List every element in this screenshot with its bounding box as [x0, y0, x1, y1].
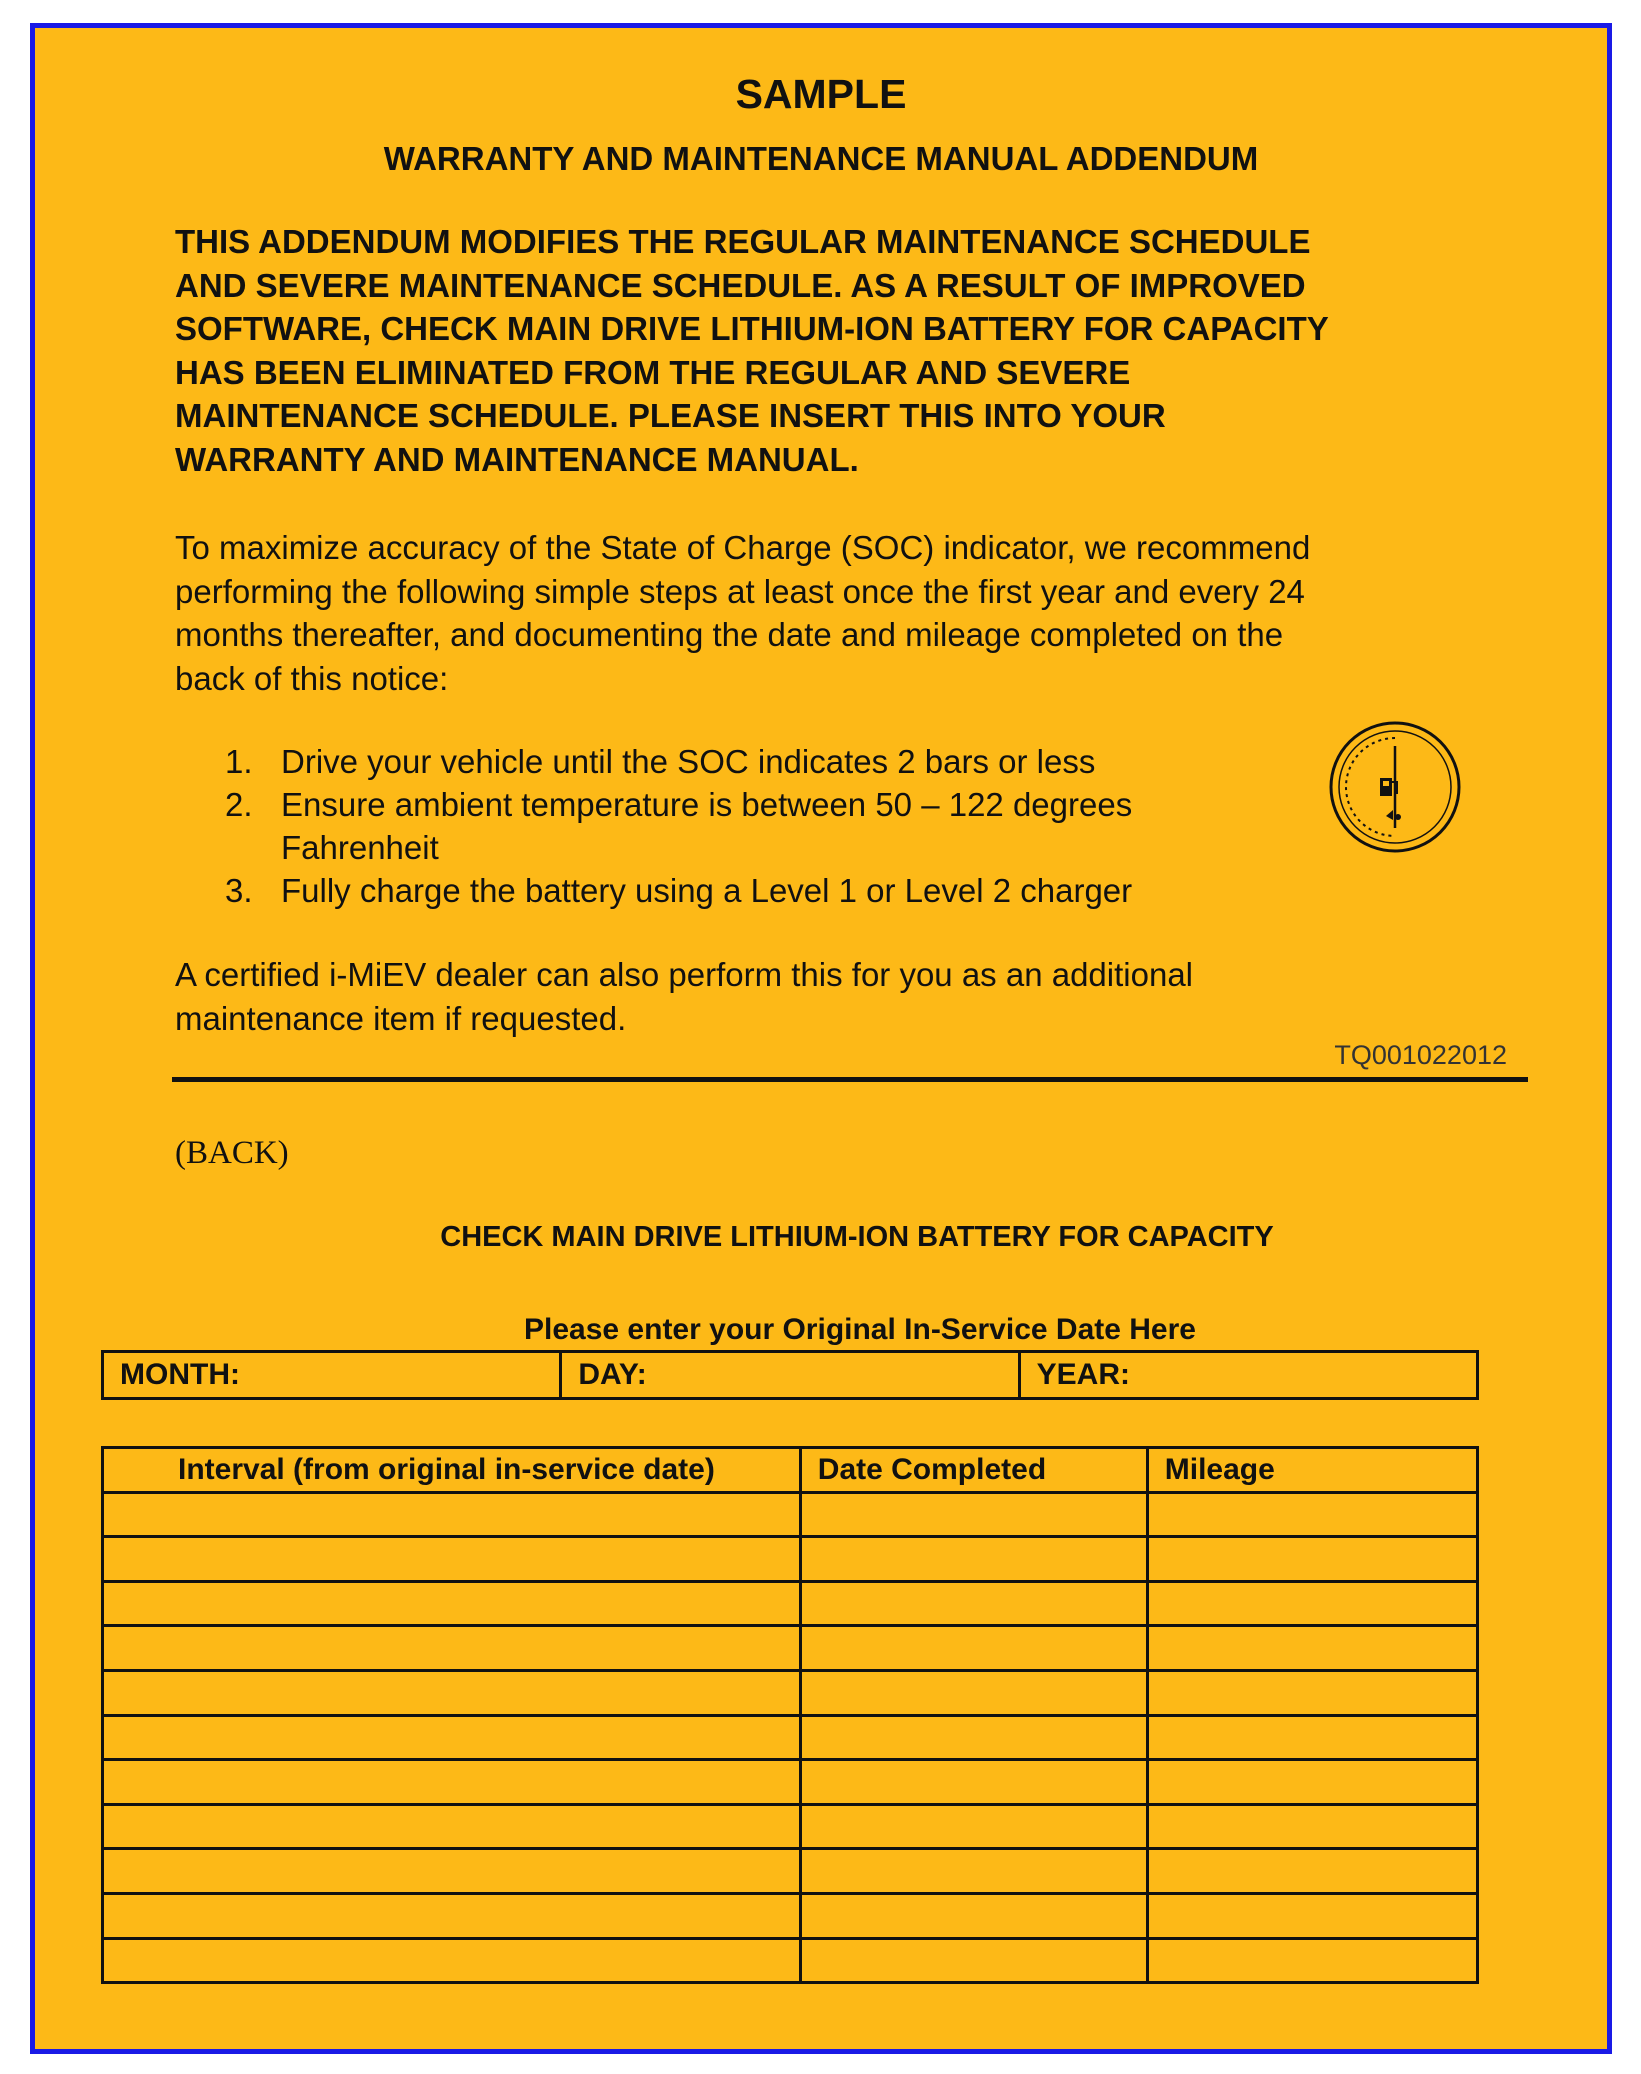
date-completed-cell[interactable]: [800, 1581, 1147, 1626]
intro-line: months thereafter, and documenting the date and mileage completed on the: [175, 616, 1284, 653]
date-completed-cell[interactable]: [800, 1626, 1147, 1671]
maintenance-log-table: [101, 1446, 1479, 1984]
mileage-cell[interactable]: [1147, 1492, 1477, 1537]
mileage-cell[interactable]: [1147, 1537, 1477, 1582]
sample-title: SAMPLE: [735, 71, 907, 117]
table-row: [103, 1537, 1478, 1582]
date-completed-cell[interactable]: [800, 1670, 1147, 1715]
mileage-cell[interactable]: [1147, 1670, 1477, 1715]
interval-cell[interactable]: [103, 1849, 801, 1894]
table-row: [103, 1849, 1478, 1894]
intro-line: back of this notice:: [175, 659, 449, 697]
table-row: [103, 1760, 1478, 1805]
soc-intro-paragraph: [175, 526, 1545, 700]
date-completed-cell[interactable]: [800, 1804, 1147, 1849]
table-row: [103, 1715, 1478, 1760]
step-number: 2.: [225, 786, 253, 823]
interval-cell[interactable]: [103, 1938, 801, 1983]
date-completed-cell[interactable]: [800, 1715, 1147, 1760]
table-row: [103, 1581, 1478, 1626]
section-divider: [172, 1077, 1528, 1082]
dealer-line: A certified i-MiEV dealer can also perform this for you as an additional: [175, 956, 1194, 993]
mileage-cell[interactable]: [1147, 1760, 1477, 1805]
date-completed-cell[interactable]: [800, 1893, 1147, 1938]
mileage-cell[interactable]: [1147, 1849, 1477, 1894]
steps-list: [225, 740, 1345, 912]
addendum-notice: [175, 220, 1545, 481]
document-code: TQ001022012: [1334, 1040, 1507, 1070]
in-service-date-table: [101, 1350, 1479, 1400]
notice-line: THIS ADDENDUM MODIFIES THE REGULAR MAINTENANCE SCHEDULE: [175, 223, 1311, 260]
step-text: [281, 869, 1132, 912]
step-item: [225, 740, 1345, 783]
step-item: [225, 783, 1345, 869]
step-line: Drive your vehicle until the SOC indicates 2 bars or less: [281, 743, 1096, 780]
mileage-cell[interactable]: [1147, 1804, 1477, 1849]
interval-cell[interactable]: [103, 1581, 801, 1626]
interval-cell[interactable]: [103, 1492, 801, 1537]
intro-line: performing the following simple steps at least once the first year and every 24: [175, 572, 1305, 610]
step-item: [225, 869, 1345, 912]
battery-check-title: CHECK MAIN DRIVE LITHIUM-ION BATTERY FOR CAPACITY: [440, 1221, 1274, 1253]
back-label: (BACK): [175, 1135, 289, 1171]
in-service-date-title: Please enter your Original In-Service Date Here: [524, 1313, 1196, 1346]
step-number: 3.: [225, 872, 253, 909]
step-line: Ensure ambient temperature is between 50 – 122 degrees: [281, 786, 1133, 823]
dealer-line: maintenance item if requested.: [175, 999, 627, 1037]
notice-line: SOFTWARE, CHECK MAIN DRIVE LITHIUM-ION BATTERY FOR CAPACITY: [175, 310, 1329, 347]
notice-line: MAINTENANCE SCHEDULE. PLEASE INSERT THIS INTO YOUR: [175, 397, 1166, 434]
date-completed-cell[interactable]: [800, 1537, 1147, 1582]
soc-gauge-icon: [1328, 720, 1462, 854]
interval-cell[interactable]: [103, 1537, 801, 1582]
notice-line: HAS BEEN ELIMINATED FROM THE REGULAR AND SEVERE: [175, 353, 1131, 391]
mileage-cell[interactable]: [1147, 1715, 1477, 1760]
mileage-column-header: Mileage: [1147, 1448, 1477, 1493]
date-completed-cell[interactable]: [800, 1938, 1147, 1983]
notice-line: WARRANTY AND MAINTENANCE MANUAL.: [175, 440, 859, 478]
interval-cell[interactable]: [103, 1626, 801, 1671]
interval-cell[interactable]: [103, 1893, 801, 1938]
step-number: 1.: [225, 743, 253, 780]
table-row: [103, 1626, 1478, 1671]
table-row: [103, 1492, 1478, 1537]
addendum-subtitle: WARRANTY AND MAINTENANCE MANUAL ADDENDUM: [383, 140, 1259, 177]
interval-column-header: Interval (from original in-service date): [103, 1448, 801, 1493]
log-body: [103, 1492, 1478, 1983]
interval-cell[interactable]: [103, 1670, 801, 1715]
year-field[interactable]: YEAR:: [1019, 1352, 1477, 1399]
mileage-cell[interactable]: [1147, 1626, 1477, 1671]
table-row: [103, 1670, 1478, 1715]
table-row: [103, 1938, 1478, 1983]
step-line: Fahrenheit: [281, 829, 439, 866]
step-text: [281, 783, 1132, 869]
date-completed-cell[interactable]: [800, 1492, 1147, 1537]
date-completed-cell[interactable]: [800, 1760, 1147, 1805]
mileage-cell[interactable]: [1147, 1938, 1477, 1983]
step-text: [281, 740, 1095, 783]
table-row: [103, 1893, 1478, 1938]
date-completed-column-header: Date Completed: [800, 1448, 1147, 1493]
interval-cell[interactable]: [103, 1715, 801, 1760]
day-field[interactable]: DAY:: [561, 1352, 1019, 1399]
intro-line: To maximize accuracy of the State of Charge (SOC) indicator, we recommend: [175, 529, 1311, 566]
addendum-sheet: [30, 23, 1612, 2054]
date-completed-cell[interactable]: [800, 1849, 1147, 1894]
mileage-cell[interactable]: [1147, 1581, 1477, 1626]
month-field[interactable]: MONTH:: [103, 1352, 561, 1399]
notice-line: AND SEVERE MAINTENANCE SCHEDULE. AS A RESULT OF IMPROVED: [175, 266, 1306, 304]
log-header-row: [103, 1448, 1478, 1493]
mileage-cell[interactable]: [1147, 1893, 1477, 1938]
step-line: Fully charge the battery using a Level 1 or Level 2 charger: [281, 872, 1133, 909]
dealer-note: [175, 953, 1545, 1040]
interval-cell[interactable]: [103, 1804, 801, 1849]
interval-cell[interactable]: [103, 1760, 801, 1805]
table-row: [103, 1804, 1478, 1849]
